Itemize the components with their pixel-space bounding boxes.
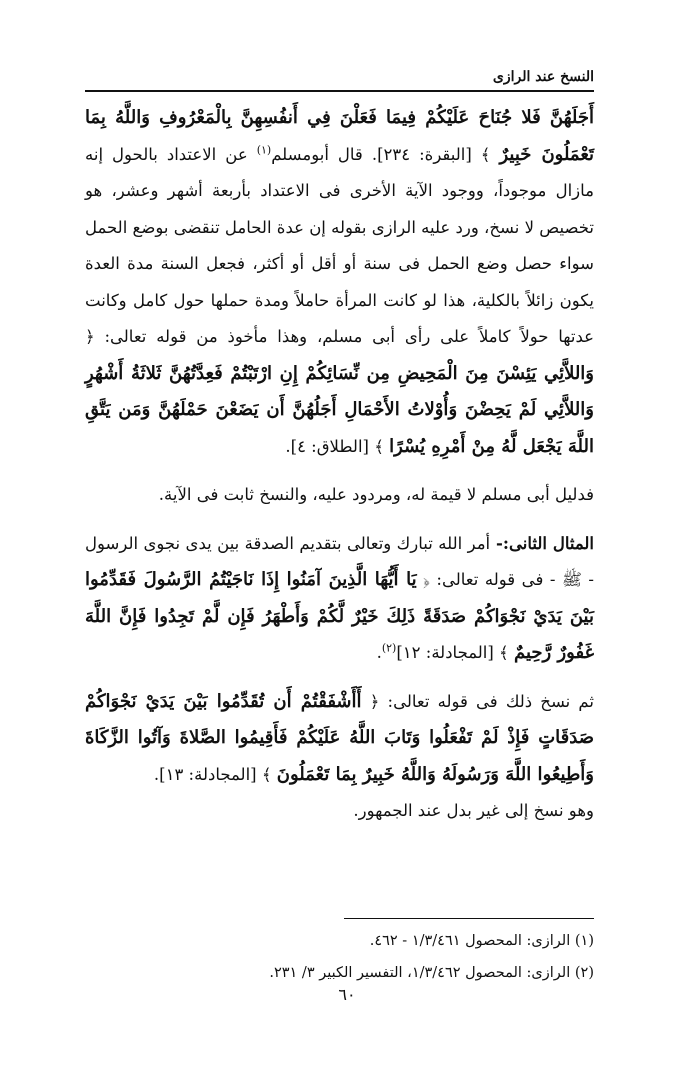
paragraph-text: أمر الله تبارك وتعالى بتقديم الصدقة بين يدى نجوى الرسول - ﷺ - فى قوله تعالى: ﴿	[85, 533, 594, 589]
verse-reference: ﴾ [الطلاق: ٤].	[285, 436, 384, 456]
quran-verse: وَاللاَّئِي يَئِسْنَ مِنَ الْمَحِيضِ مِن نِّسَائِكُمْ إِنِ ارْتَبْتُمْ فَعِدَّتُهُنَّ ثَلاثَةُ أَشْهُرٍ وَاللاَّئِي لَمْ يَحِضْنَ وَأُوْلاتُ الأَحْمَالِ أَجَلُهُنَّ أَن يَضَعْنَ حَمْلَهُنَّ وَمَن يَتَّقِ اللَّهَ يَجْعَل لَّهُ مِنْ أَمْرِهِ يُسْرًا	[85, 362, 594, 457]
main-text	[85, 100, 594, 830]
running-header	[85, 66, 594, 92]
paragraph-1	[85, 100, 594, 465]
quran-verse: أَأَشْفَقْتُمْ أَن تُقَدِّمُوا بَيْنَ يَدَيْ نَجْوَاكُمْ صَدَقَاتٍ فَإِذْ لَمْ تَفْعَلُوا وَتَابَ اللَّهُ عَلَيْكُمْ فَأَقِيمُوا الصَّلاةَ وَآتُوا الزَّكَاةَ وَأَطِيعُوا اللَّهَ وَرَسُولَهُ وَاللَّهُ خَبِيرٌ بِمَا تَعْمَلُونَ	[85, 690, 594, 785]
example-label: المثال الثانى:-	[490, 533, 594, 553]
footnote-ref-1: (١)	[256, 143, 272, 156]
page-number: ٦٠	[338, 985, 356, 1004]
paragraph-2: فدليل أبى مسلم لا قيمة له، ومردود عليه، والنسخ ثابت فى الآية.	[158, 485, 594, 504]
footnote-1: (١) الرازى: المحصول ١/٣/٤٦١ - ٤٦٢.	[369, 933, 594, 949]
footnote-divider	[344, 918, 594, 919]
footnotes	[180, 925, 594, 989]
paragraph-3	[85, 526, 594, 672]
verse-reference: ﴾ [المجادلة: ١٢]	[396, 643, 509, 662]
paragraph-4-end: وهو نسخ إلى غير بدل عند الجمهور.	[353, 801, 594, 820]
verse-reference: ﴾ [البقرة: ٢٣٤]. قال أبومسلم	[271, 144, 491, 164]
paragraph-4	[85, 684, 594, 794]
punctuation: .	[376, 643, 382, 662]
quran-verse: أَجَلَهُنَّ فَلا جُنَاحَ عَلَيْكُمْ فِيمَا فَعَلْنَ فِي أَنفُسِهِنَّ بِالْمَعْرُوفِ وَاللَّهُ بِمَا تَعْمَلُونَ خَبِيرٌ	[85, 107, 595, 165]
verse-reference: ﴾ [المجادلة: ١٣].	[153, 764, 272, 784]
footnote-2: (٢) الرازى: المحصول ١/٣/٤٦٢، التفسير الكبير ٣/ ٢٣١.	[269, 965, 594, 981]
quran-verse: يَا أَيُّهَا الَّذِينَ آمَنُوا إِذَا نَاجَيْتُمُ الرَّسُولَ فَقَدِّمُوا بَيْنَ يَدَيْ نَجْوَاكُمْ صَدَقَةً ذَلِكَ خَيْرٌ لَّكُمْ وَأَطْهَرُ فَإِن لَّمْ تَجِدُوا فَإِنَّ اللَّهَ غَفُورٌ رَّحِيمٌ	[85, 569, 594, 663]
running-title: النسخ عند الرازى	[492, 69, 594, 85]
paragraph-text: عن الاعتداد بالحول إنه مازال موجوداً، ووجود الآية الأخرى فى الاعتداد بأربعة أشهر وعشر، هو تخصيص لا نسخ، ورد عليه الرازى بقوله إن عدة الحامل تنقضى بوضع الحمل سواء حصل وضع الحمل فى سنة أو أقل أو أكثر، فجعل السنة مدة العدة يكون زائلاً بالكلية، هذا لو كانت المرأة حاملاً ومدة حملها حول كامل وكانت عدتها حولاً كاملاً على رأى أبى مسلم، وهذا مأخوذ من قوله تعالى: ﴿	[85, 144, 594, 346]
footnote-ref-2: (٢)	[381, 641, 397, 655]
paragraph-text: ثم نسخ ذلك فى قوله تعالى: ﴿	[369, 691, 594, 711]
